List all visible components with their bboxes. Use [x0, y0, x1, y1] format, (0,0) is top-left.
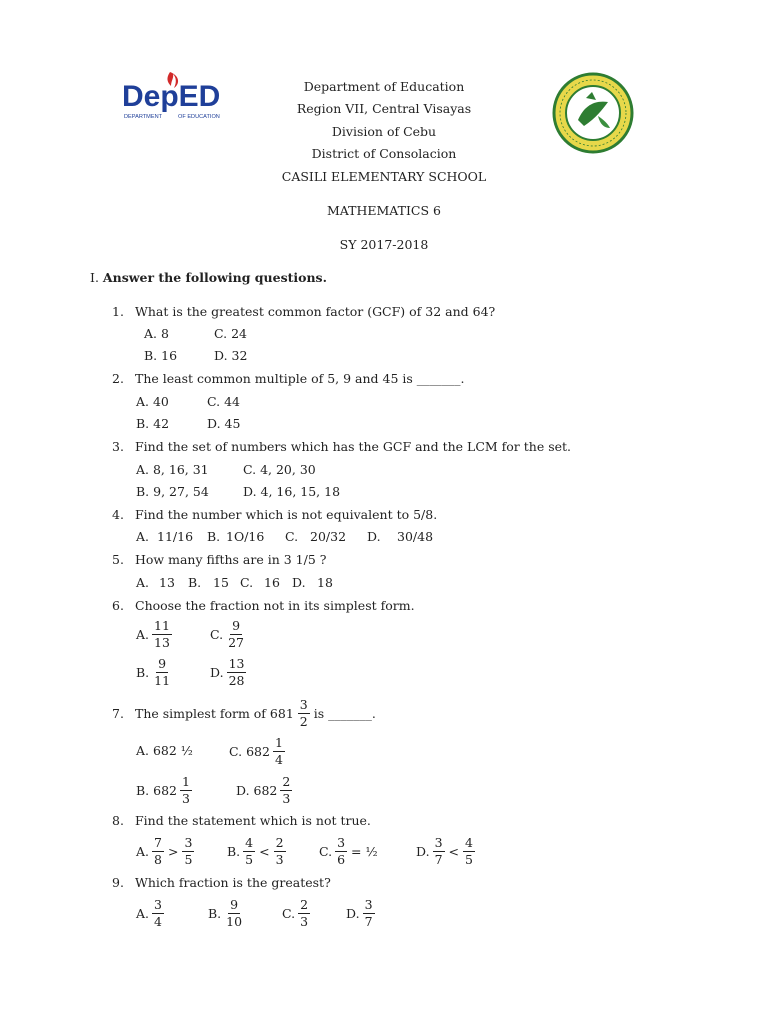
question-text: How many fifths are in 3 1/5 ? [135, 552, 327, 567]
deped-wordmark: DepED [122, 80, 221, 113]
question-4 [112, 507, 437, 522]
question-number: 9. [112, 875, 124, 890]
question-3 [112, 439, 571, 454]
option-9b[interactable] [208, 898, 245, 928]
option-5d[interactable]: 18 [317, 575, 333, 590]
option-5b-label: B. [188, 575, 202, 590]
option-7a[interactable] [136, 743, 195, 758]
option-1a[interactable]: A. 8 [144, 326, 169, 341]
fraction: $\frac{1}{3}$ [182, 774, 190, 806]
header-line-department: Department of Education [303, 79, 465, 94]
fraction: $\frac{9}{27}$ [228, 618, 244, 650]
option-1d[interactable]: D. 32 [214, 348, 248, 363]
question-text: The simplest form of 681 [135, 705, 294, 721]
question-text: Find the statement which is not true. [135, 813, 371, 828]
question-9 [112, 875, 331, 890]
option-5c-label: C. [240, 575, 254, 590]
operator: < [259, 843, 270, 859]
option-8d[interactable] [416, 836, 476, 866]
header-line-division: Division of Cebu [331, 124, 437, 139]
option-label: A. 682 ½ [136, 743, 193, 758]
fraction: $\frac{4}{5}$ [245, 835, 254, 867]
option-2d[interactable]: D. 45 [207, 416, 241, 431]
option-label: D. 682 [236, 782, 278, 798]
option-6b[interactable] [136, 657, 173, 687]
header-line-region: Region VII, Central Visayas [296, 101, 472, 116]
fraction: $\frac{9}{11}$ [154, 656, 171, 688]
question-number: 7. [112, 705, 124, 721]
fraction: $\frac{3}{4}$ [154, 897, 162, 929]
question-text: Choose the fraction not in its simplest form. [135, 598, 415, 613]
question-8 [112, 813, 371, 828]
question-text: Find the number which is not equivalent to 5/8. [135, 507, 438, 522]
fraction: $\frac{3}{2}$ [299, 697, 308, 729]
option-5c[interactable]: 16 [264, 575, 280, 590]
question-number: 8. [112, 813, 124, 828]
deped-subtitle-right: OF EDUCATION [178, 114, 220, 120]
section-roman: I. [90, 270, 99, 285]
option-label: C. [210, 626, 224, 642]
option-4d-label: D. [367, 529, 381, 544]
operator: > [167, 843, 179, 859]
option-9a[interactable] [136, 898, 165, 928]
question-6 [112, 598, 415, 613]
option-label: D. [416, 843, 430, 859]
fraction: $\frac{4}{5}$ [465, 835, 473, 867]
option-8c[interactable] [319, 836, 381, 866]
question-1 [112, 304, 495, 319]
option-5a-label: A. [136, 575, 150, 590]
question-text: The least common multiple of 5, 9 and 45 is _______. [135, 371, 465, 386]
option-4a-label: A. [136, 529, 150, 544]
option-8b[interactable] [227, 836, 287, 866]
question-2 [112, 371, 465, 386]
option-6a[interactable] [136, 619, 173, 649]
question-5 [112, 552, 326, 567]
operator: = ½ [351, 843, 378, 859]
option-5b[interactable]: 15 [213, 575, 229, 590]
question-number: 2. [112, 371, 124, 386]
option-4c-label: C. [285, 529, 299, 544]
option-3c[interactable]: C. 4, 20, 30 [243, 462, 316, 477]
question-number: 6. [112, 598, 124, 613]
fraction: $\frac{11}{13}$ [154, 618, 170, 650]
option-8a[interactable] [136, 836, 195, 866]
section-heading [90, 270, 327, 285]
option-2b[interactable]: B. 42 [136, 416, 170, 431]
fraction: $\frac{3}{6}$ [337, 835, 346, 867]
option-7d[interactable] [236, 775, 293, 805]
option-label: C. 682 [229, 743, 270, 759]
fraction: $\frac{3}{7}$ [364, 897, 373, 929]
fraction: $\frac{7}{8}$ [154, 835, 162, 867]
option-9c[interactable] [282, 898, 311, 928]
option-1c[interactable]: C. 24 [214, 326, 247, 341]
fraction: $\frac{2}{3}$ [300, 897, 309, 929]
option-2c[interactable]: C. 44 [207, 394, 240, 409]
section-instruction: Answer the following questions. [102, 270, 327, 285]
subject-title: MATHEMATICS 6 [327, 203, 441, 218]
question-text: Which fraction is the greatest? [135, 875, 331, 890]
option-label: D. [210, 664, 224, 680]
option-5d-label: D. [292, 575, 306, 590]
option-4b-label: B. [207, 529, 221, 544]
fraction: $\frac{13}{28}$ [228, 656, 245, 688]
deped-subtitle-left: DEPARTMENT [124, 114, 163, 120]
option-label: A. [136, 626, 150, 642]
question-number: 1. [112, 304, 124, 319]
option-4b[interactable]: 1O/16 [226, 529, 265, 544]
option-7b[interactable] [136, 775, 193, 805]
option-label: A. [136, 905, 150, 921]
question-number: 4. [112, 507, 124, 522]
option-3a[interactable]: A. 8, 16, 31 [136, 462, 209, 477]
option-label: B. [136, 664, 150, 680]
fraction: $\frac{3}{5}$ [184, 835, 193, 867]
fraction: $\frac{9}{10}$ [226, 897, 243, 929]
option-label: C. [319, 843, 333, 859]
option-4c[interactable]: 20/32 [310, 529, 347, 544]
option-label: B. [227, 843, 241, 859]
option-3b[interactable]: B. 9, 27, 54 [136, 484, 209, 499]
option-4a[interactable]: 11/16 [157, 529, 194, 544]
fraction: $\frac{2}{3}$ [275, 835, 284, 867]
option-6d[interactable] [210, 657, 247, 687]
fraction: $\frac{1}{4}$ [274, 735, 283, 767]
school-year: SY 2017-2018 [339, 237, 429, 252]
option-label: A. [136, 843, 150, 859]
header-line-school: CASILI ELEMENTARY SCHOOL [281, 169, 487, 184]
option-2a[interactable]: A. 40 [136, 394, 169, 409]
option-label: B. 682 [136, 782, 177, 798]
operator: < [448, 843, 459, 859]
question-text: Find the set of numbers which has the GCF and the LCM for the set. [135, 439, 572, 454]
question-text-tail: is _______. [313, 705, 376, 721]
option-5a[interactable]: 13 [159, 575, 175, 590]
question-text: What is the greatest common factor (GCF) of 32 and 64? [135, 304, 496, 319]
option-1b[interactable]: B. 16 [144, 348, 178, 363]
option-label: C. [282, 905, 296, 921]
header-line-district: District of Consolacion [311, 146, 457, 161]
question-number: 3. [112, 439, 124, 454]
option-label: B. [208, 905, 222, 921]
fraction: $\frac{3}{7}$ [434, 835, 443, 867]
question-number: 5. [112, 552, 124, 567]
fraction: $\frac{2}{3}$ [282, 774, 291, 806]
option-7c[interactable] [229, 736, 286, 766]
option-6c[interactable] [210, 619, 247, 649]
option-label: D. [346, 905, 360, 921]
option-3d[interactable]: D. 4, 16, 15, 18 [243, 484, 341, 499]
option-4d[interactable]: 30/48 [397, 529, 434, 544]
option-9d[interactable] [346, 898, 376, 928]
question-7 [112, 698, 376, 728]
